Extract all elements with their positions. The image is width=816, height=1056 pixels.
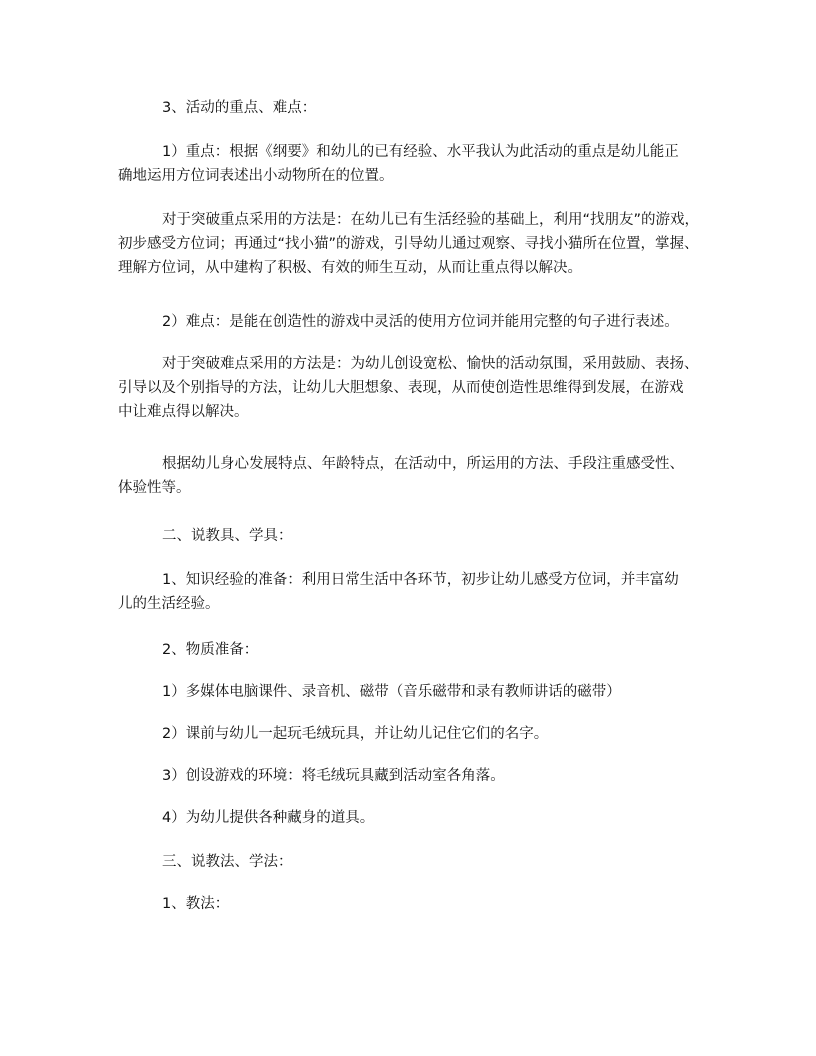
list-item-material-4 — [118, 806, 708, 830]
paragraph-key-points-heading — [118, 96, 708, 120]
text-line: 3）创设游戏的环境：将毛绒玩具藏到活动室各角落。 — [162, 768, 505, 784]
text-line: 4）为幼儿提供各种藏身的道具。 — [162, 810, 375, 826]
text-line: 1）多媒体电脑课件、录音机、磁带（音乐磁带和录有教师讲话的磁带） — [162, 684, 621, 700]
text-line: 二、说教具、学具： — [162, 528, 293, 544]
section-heading-teaching-methods — [118, 850, 708, 874]
text-line: 理解方位词，从中建构了积极、有效的师生互动，从而让重点得以解决。 — [118, 260, 582, 276]
list-item-material-3 — [118, 764, 708, 788]
paragraph-development-features — [118, 452, 708, 500]
list-item-material-1 — [118, 680, 708, 704]
text-line: 3、活动的重点、难点： — [162, 100, 317, 116]
paragraph-focus — [118, 140, 708, 188]
text-line: 三、说教法、学法： — [162, 854, 293, 870]
text-line: 1、教法： — [162, 896, 230, 912]
text-line: 体验性等。 — [118, 480, 191, 496]
paragraph-knowledge-prep — [118, 568, 708, 616]
list-item-material-2 — [118, 722, 708, 746]
text-line: 确地运用方位词表述出小动物所在的位置。 — [118, 168, 394, 184]
paragraph-focus-method — [118, 208, 708, 280]
text-line: 中让难点得以解决。 — [118, 404, 249, 420]
paragraph-difficulty — [118, 310, 708, 334]
text-line: 儿的生活经验。 — [118, 596, 220, 612]
text-line: 2）难点：是能在创造性的游戏中灵活的使用方位词并能用完整的句子进行表述。 — [162, 314, 679, 330]
text-line: 2、物质准备： — [162, 642, 259, 658]
subheading-teaching-method — [118, 892, 708, 916]
paragraph-material-prep — [118, 638, 708, 662]
text-line: 对于突破重点采用的方法是：在幼儿已有生活经验的基础上，利用“找朋友”的游戏， — [162, 212, 700, 228]
paragraph-difficulty-method — [118, 352, 708, 424]
text-line: 初步感受方位词；再通过“找小猫”的游戏，引导幼儿通过观察、寻找小猫所在位置，掌握、 — [118, 236, 699, 252]
text-line: 1、知识经验的准备：利用日常生活中各环节，初步让幼儿感受方位词，并丰富幼 — [162, 572, 679, 588]
text-line: 根据幼儿身心发展特点、年龄特点，在活动中，所运用的方法、手段注重感受性、 — [162, 456, 684, 472]
text-line: 引导以及个别指导的方法，让幼儿大胆想象、表现，从而使创造性思维得到发展，在游戏 — [118, 380, 684, 396]
text-line: 对于突破难点采用的方法是：为幼儿创设宽松、愉快的活动氛围，采用鼓励、表扬、 — [162, 356, 699, 372]
section-heading-teaching-aids — [118, 524, 708, 548]
text-line: 1）重点：根据《纲要》和幼儿的已有经验、水平我认为此活动的重点是幼儿能正 — [162, 144, 679, 160]
text-line: 2）课前与幼儿一起玩毛绒玩具，并让幼儿记住它们的名字。 — [162, 726, 549, 742]
